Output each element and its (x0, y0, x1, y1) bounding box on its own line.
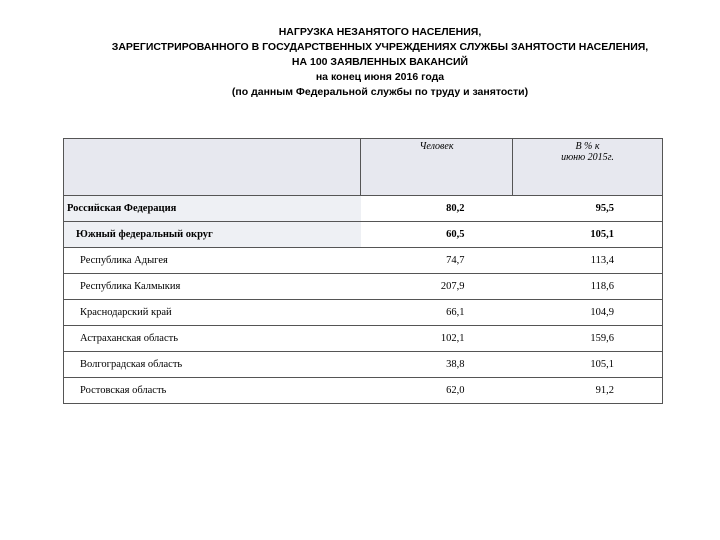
region-name: Ростовская область (64, 378, 361, 404)
header-persons: Человек (361, 139, 513, 196)
percent-value: 159,6 (513, 326, 663, 352)
percent-value: 105,1 (513, 222, 663, 248)
percent-value: 104,9 (513, 300, 663, 326)
title-line-5: (по данным Федеральной службы по труду и занятости) (231, 86, 529, 98)
table-row (64, 248, 663, 274)
header-percent-line1: В % к (575, 141, 600, 152)
table-row (64, 326, 663, 352)
document-title (20, 25, 720, 100)
region-name: Южный федеральный округ (64, 222, 361, 248)
persons-value: 38,8 (361, 352, 513, 378)
title-line-1: НАГРУЗКА НЕЗАНЯТОГО НАСЕЛЕНИЯ, (278, 26, 482, 38)
percent-value: 118,6 (513, 274, 663, 300)
table-row (64, 352, 663, 378)
unemployment-load-table (63, 138, 663, 404)
persons-value: 62,0 (361, 378, 513, 404)
persons-value: 207,9 (361, 274, 513, 300)
title-line-3: НА 100 ЗАЯВЛЕННЫХ ВАКАНСИЙ (291, 56, 469, 68)
region-name: Республика Адыгея (64, 248, 361, 274)
persons-value: 80,2 (361, 196, 513, 222)
table-row (64, 378, 663, 404)
region-name: Краснодарский край (64, 300, 361, 326)
table-row (64, 300, 663, 326)
table-row (64, 196, 663, 222)
percent-value: 105,1 (513, 352, 663, 378)
table-header-row (64, 139, 663, 196)
region-name: Астраханская область (64, 326, 361, 352)
persons-value: 60,5 (361, 222, 513, 248)
title-line-4: на конец июня 2016 года (315, 71, 445, 83)
header-percent-line2: июню 2015г. (561, 152, 614, 163)
percent-value: 91,2 (513, 378, 663, 404)
persons-value: 66,1 (361, 300, 513, 326)
table-row (64, 274, 663, 300)
persons-value: 74,7 (361, 248, 513, 274)
percent-value: 95,5 (513, 196, 663, 222)
persons-value: 102,1 (361, 326, 513, 352)
region-name: Российская Федерация (64, 196, 361, 222)
title-line-2: ЗАРЕГИСТРИРОВАННОГО В ГОСУДАРСТВЕННЫХ УЧРЕЖДЕНИЯХ СЛУЖБЫ ЗАНЯТОСТИ НАСЕЛЕНИЯ, (111, 41, 649, 53)
region-name: Волгоградская область (64, 352, 361, 378)
table-row (64, 222, 663, 248)
region-name: Республика Калмыкия (64, 274, 361, 300)
percent-value: 113,4 (513, 248, 663, 274)
header-region (64, 139, 361, 196)
header-percent (513, 139, 663, 196)
